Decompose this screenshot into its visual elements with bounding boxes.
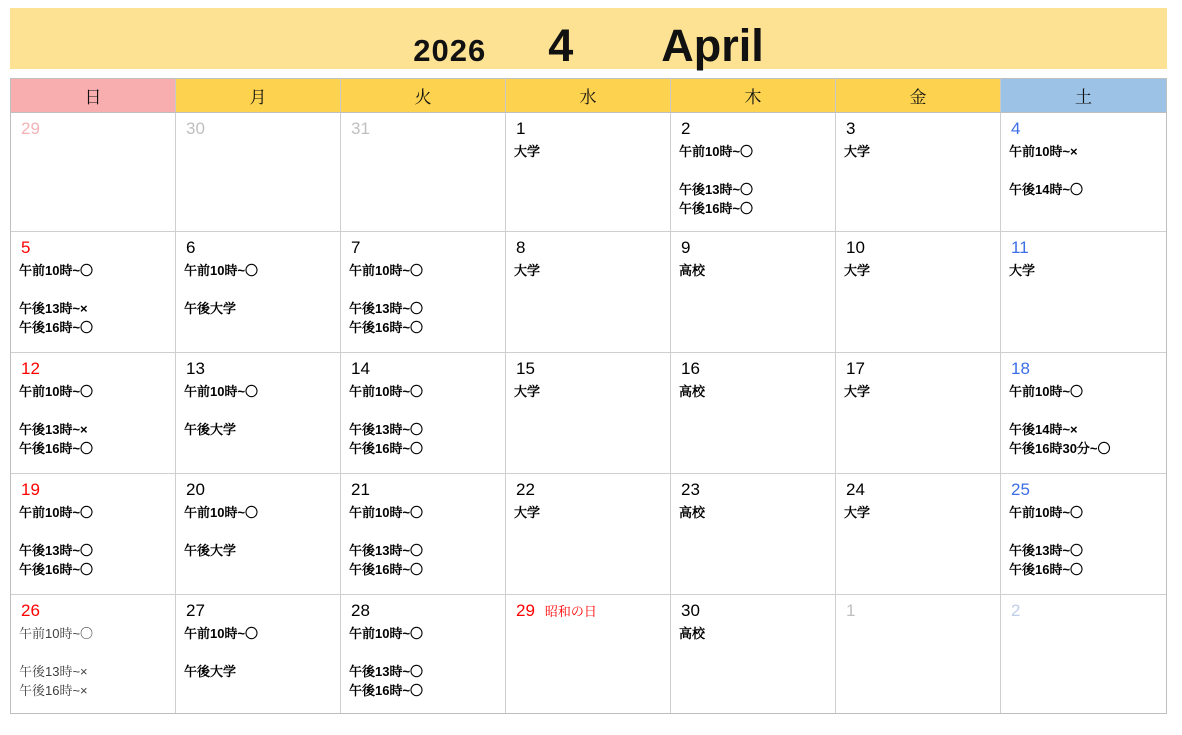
day-number-line	[184, 236, 334, 260]
schedule-entry	[184, 643, 334, 662]
day-number: 30	[186, 119, 205, 138]
day-number-line	[679, 478, 829, 502]
day-number: 29	[21, 119, 40, 138]
schedule-entry: 午後大学	[184, 664, 237, 679]
schedule-entry: 高校	[679, 626, 706, 641]
day-entries	[514, 142, 664, 161]
schedule-entry: 高校	[679, 263, 706, 278]
schedule-entry	[19, 401, 169, 420]
schedule-entry: 午後13時~×	[19, 422, 88, 437]
day-cell[interactable]	[836, 353, 1001, 474]
schedule-entry: 午後大学	[184, 301, 237, 316]
day-entries	[349, 261, 499, 337]
day-number-line	[1009, 117, 1160, 141]
day-number: 15	[516, 359, 535, 378]
schedule-entry	[349, 401, 499, 420]
day-entries	[679, 503, 829, 522]
day-entries	[1009, 261, 1160, 280]
schedule-entry: 午前10時~〇	[1009, 384, 1084, 399]
day-cell[interactable]	[671, 232, 836, 353]
schedule-entry: 午後16時~×	[19, 683, 88, 698]
day-number: 6	[186, 238, 196, 257]
day-number-line	[1009, 357, 1160, 381]
day-cell[interactable]	[341, 353, 506, 474]
day-entries	[19, 382, 169, 458]
schedule-entry: 大学	[844, 505, 871, 520]
weekday-header-friday: 金	[836, 79, 1001, 112]
schedule-entry: 午前10時~〇	[19, 505, 94, 520]
schedule-entry: 午後13時~〇	[679, 182, 754, 197]
day-cell[interactable]	[11, 595, 176, 713]
day-number: 11	[1011, 238, 1029, 257]
day-number-line	[514, 599, 664, 623]
day-number: 14	[351, 359, 370, 378]
day-number-line	[514, 236, 664, 260]
schedule-entry: 午後13時~×	[19, 301, 88, 316]
schedule-entry: 午前10時~〇	[349, 384, 424, 399]
day-entries	[349, 624, 499, 700]
day-number: 2	[681, 119, 691, 138]
schedule-entry: 午後16時~〇	[19, 441, 94, 456]
schedule-entry: 高校	[679, 505, 706, 520]
day-entries	[349, 382, 499, 458]
day-number-line	[349, 236, 499, 260]
schedule-entry	[19, 280, 169, 299]
day-number-line	[1009, 478, 1160, 502]
day-number: 12	[21, 359, 40, 378]
day-cell[interactable]	[836, 113, 1001, 232]
day-number-line	[19, 599, 169, 623]
schedule-entry: 午前10時~〇	[184, 626, 259, 641]
day-number: 23	[681, 480, 700, 499]
day-cell[interactable]	[176, 353, 341, 474]
schedule-entry: 大学	[844, 263, 871, 278]
schedule-entry: 午後13時~×	[19, 664, 88, 679]
day-cell[interactable]	[506, 113, 671, 232]
weekday-header-row	[10, 78, 1167, 113]
day-cell[interactable]	[506, 474, 671, 595]
schedule-entry: 午前10時~〇	[349, 626, 424, 641]
day-cell[interactable]	[506, 353, 671, 474]
day-number-line	[349, 117, 499, 141]
schedule-entry: 午後大学	[184, 543, 237, 558]
schedule-entry: 午後13時~〇	[349, 543, 424, 558]
day-number: 28	[351, 601, 370, 620]
day-cell[interactable]	[1001, 113, 1166, 232]
schedule-entry: 午後14時~×	[1009, 422, 1078, 437]
schedule-entry: 午前10時~〇	[184, 505, 259, 520]
weekday-header-tuesday: 火	[341, 79, 506, 112]
schedule-entry	[184, 280, 334, 299]
schedule-entry	[679, 161, 829, 180]
day-number: 26	[21, 601, 40, 620]
day-number: 1	[516, 119, 526, 138]
schedule-entry	[19, 643, 169, 662]
schedule-entry: 午後13時~〇	[349, 422, 424, 437]
day-cell[interactable]	[11, 232, 176, 353]
day-number-line	[844, 236, 994, 260]
day-number: 30	[681, 601, 700, 620]
day-number: 19	[21, 480, 40, 499]
schedule-entry: 午前10時~〇	[19, 263, 94, 278]
schedule-entry: 大学	[1009, 263, 1036, 278]
day-number-line	[184, 599, 334, 623]
day-entries	[514, 503, 664, 522]
schedule-entry: 大学	[514, 384, 541, 399]
day-entries	[1009, 503, 1160, 579]
schedule-entry: 大学	[514, 505, 541, 520]
day-entries	[679, 382, 829, 401]
schedule-entry: 午後16時30分~〇	[1009, 441, 1111, 456]
schedule-entry: 午後13時~〇	[349, 664, 424, 679]
holiday-label: 昭和の日	[544, 604, 597, 619]
title-year: 2026	[413, 33, 487, 68]
day-cell[interactable]	[836, 595, 1001, 713]
day-entries	[679, 261, 829, 280]
day-number: 3	[846, 119, 856, 138]
day-entries	[844, 142, 994, 161]
schedule-entry: 午後14時~〇	[1009, 182, 1084, 197]
schedule-entry: 大学	[844, 384, 871, 399]
schedule-entry	[1009, 401, 1160, 420]
day-number: 10	[846, 238, 865, 257]
schedule-entry: 午前10時~〇	[184, 263, 259, 278]
day-entries	[184, 503, 334, 560]
calendar-title-banner	[10, 8, 1167, 69]
schedule-entry: 大学	[514, 144, 541, 159]
day-number: 7	[351, 238, 361, 257]
day-cell[interactable]	[1001, 353, 1166, 474]
day-number-line	[514, 357, 664, 381]
day-number-line	[514, 117, 664, 141]
day-cell[interactable]	[341, 595, 506, 713]
schedule-entry: 午後13時~〇	[1009, 543, 1084, 558]
calendar-grid	[10, 112, 1167, 714]
schedule-entry: 午前10時~〇	[1009, 505, 1084, 520]
day-cell[interactable]	[1001, 474, 1166, 595]
schedule-entry	[19, 522, 169, 541]
day-cell[interactable]	[671, 353, 836, 474]
day-entries	[844, 382, 994, 401]
day-cell[interactable]	[836, 474, 1001, 595]
day-number-line	[349, 357, 499, 381]
day-number: 5	[21, 238, 31, 257]
schedule-entry: 午後16時~〇	[19, 320, 94, 335]
day-entries	[184, 261, 334, 318]
day-cell[interactable]	[671, 113, 836, 232]
day-number-line	[844, 599, 994, 623]
schedule-entry: 午後13時~〇	[19, 543, 94, 558]
schedule-entry: 午前10時~〇	[19, 384, 94, 399]
day-number-line	[679, 117, 829, 141]
day-number: 25	[1011, 480, 1030, 499]
schedule-entry: 午前10時~〇	[679, 144, 754, 159]
day-number: 4	[1011, 119, 1021, 138]
day-number-line	[19, 117, 169, 141]
title-month-number: 4	[548, 20, 574, 71]
schedule-entry: 高校	[679, 384, 706, 399]
day-cell[interactable]	[1001, 232, 1166, 353]
day-number-line	[184, 478, 334, 502]
day-cell[interactable]	[11, 113, 176, 232]
schedule-entry: 午前10時~〇	[19, 626, 94, 641]
day-number-line	[19, 478, 169, 502]
day-number: 8	[516, 238, 526, 257]
day-cell[interactable]	[506, 595, 671, 713]
day-entries	[844, 503, 994, 522]
schedule-entry: 午後16時~〇	[349, 562, 424, 577]
day-number: 18	[1011, 359, 1030, 378]
day-entries	[514, 382, 664, 401]
schedule-entry	[1009, 161, 1160, 180]
schedule-entry: 午前10時~〇	[349, 263, 424, 278]
weekday-header-thursday: 木	[671, 79, 836, 112]
day-number-line	[514, 478, 664, 502]
day-cell[interactable]	[506, 232, 671, 353]
day-number-line	[679, 357, 829, 381]
weekday-header-wednesday: 水	[506, 79, 671, 112]
day-entries	[184, 382, 334, 439]
day-number-line	[844, 357, 994, 381]
day-cell[interactable]	[341, 474, 506, 595]
day-number: 17	[846, 359, 865, 378]
schedule-entry	[184, 522, 334, 541]
day-cell[interactable]	[341, 113, 506, 232]
title-month-name: April	[661, 20, 764, 71]
day-entries	[1009, 142, 1160, 199]
day-entries	[19, 503, 169, 579]
day-number-line	[679, 599, 829, 623]
schedule-entry: 午後16時~〇	[349, 320, 424, 335]
schedule-entry: 午後16時~〇	[679, 201, 754, 216]
schedule-entry: 大学	[514, 263, 541, 278]
day-number-line	[1009, 599, 1160, 623]
schedule-entry: 午後16時~〇	[349, 441, 424, 456]
day-cell[interactable]	[11, 353, 176, 474]
day-entries	[514, 261, 664, 280]
day-cell[interactable]	[836, 232, 1001, 353]
day-number: 29	[516, 601, 535, 620]
schedule-entry: 午後大学	[184, 422, 237, 437]
day-number-line	[844, 478, 994, 502]
day-number: 13	[186, 359, 205, 378]
schedule-entry	[349, 522, 499, 541]
day-number: 9	[681, 238, 691, 257]
day-cell[interactable]	[671, 595, 836, 713]
schedule-entry: 午後16時~〇	[19, 562, 94, 577]
day-number: 31	[351, 119, 370, 138]
day-cell[interactable]	[1001, 595, 1166, 713]
day-entries	[844, 261, 994, 280]
day-number: 16	[681, 359, 700, 378]
day-cell[interactable]	[176, 474, 341, 595]
day-entries	[184, 624, 334, 681]
schedule-entry: 午後16時~〇	[349, 683, 424, 698]
day-number-line	[844, 117, 994, 141]
day-number: 27	[186, 601, 205, 620]
day-number-line	[679, 236, 829, 260]
day-entries	[19, 261, 169, 337]
day-cell[interactable]	[11, 474, 176, 595]
day-number-line	[349, 599, 499, 623]
schedule-entry: 大学	[844, 144, 871, 159]
day-number-line	[184, 357, 334, 381]
schedule-entry: 午後13時~〇	[349, 301, 424, 316]
schedule-entry	[184, 401, 334, 420]
day-cell[interactable]	[341, 232, 506, 353]
day-number: 21	[351, 480, 370, 499]
weekday-header-saturday: 土	[1001, 79, 1166, 112]
schedule-entry: 午前10時~×	[1009, 144, 1078, 159]
day-cell[interactable]	[176, 595, 341, 713]
day-number-line	[19, 236, 169, 260]
day-entries	[349, 503, 499, 579]
schedule-entry: 午後16時~〇	[1009, 562, 1084, 577]
schedule-entry	[1009, 522, 1160, 541]
schedule-entry	[349, 643, 499, 662]
day-cell[interactable]	[671, 474, 836, 595]
day-cell[interactable]	[176, 113, 341, 232]
day-entries	[679, 142, 829, 218]
day-number: 1	[846, 601, 856, 620]
schedule-entry: 午前10時~〇	[184, 384, 259, 399]
day-number: 20	[186, 480, 205, 499]
day-number-line	[19, 357, 169, 381]
day-number-line	[184, 117, 334, 141]
day-cell[interactable]	[176, 232, 341, 353]
schedule-entry: 午前10時~〇	[349, 505, 424, 520]
day-entries	[679, 624, 829, 643]
day-number: 22	[516, 480, 535, 499]
day-entries	[1009, 382, 1160, 458]
weekday-header-sunday: 日	[11, 79, 176, 112]
weekday-header-monday: 月	[176, 79, 341, 112]
day-entries	[19, 624, 169, 700]
schedule-entry	[349, 280, 499, 299]
day-number-line	[349, 478, 499, 502]
day-number-line	[1009, 236, 1160, 260]
day-number: 2	[1011, 601, 1021, 620]
day-number: 24	[846, 480, 865, 499]
